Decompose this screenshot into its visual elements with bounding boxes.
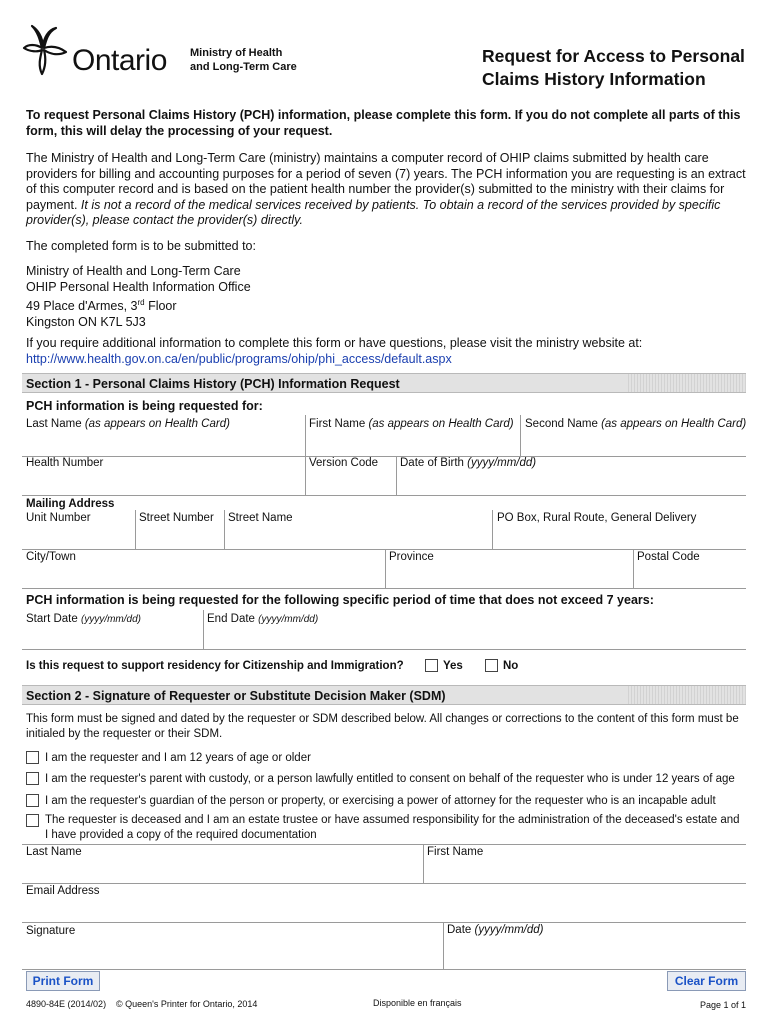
residency-question: Is this request to support residency for Citizenship and Immigration? (26, 660, 404, 672)
postal-code-field[interactable]: Postal Code (637, 551, 700, 563)
residency-yes-label: Yes (443, 660, 463, 672)
section1-header: Section 1 - Personal Claims History (PCH) Information Request (22, 373, 746, 393)
po-box-field[interactable]: PO Box, Rural Route, General Delivery (497, 512, 697, 524)
street-name-field[interactable]: Street Name (228, 512, 293, 524)
signature-date-field[interactable]: Date (yyyy/mm/dd) (447, 924, 544, 936)
submit-to-text: The completed form is to be submitted to: (26, 239, 256, 253)
residency-yes-checkbox[interactable] (425, 659, 438, 672)
email-field[interactable]: Email Address (26, 885, 100, 897)
unit-number-field[interactable]: Unit Number (26, 512, 91, 524)
copyright: © Queen's Printer for Ontario, 2014 (116, 999, 258, 1009)
signature-field[interactable]: Signature (26, 925, 76, 937)
guardian-option-checkbox[interactable] (26, 794, 39, 807)
section2-intro: This form must be signed and dated by the requester or SDM described below. All changes or corrections to the content of this form must be initialed by the requester or their SDM. (26, 713, 739, 740)
version-code-field[interactable]: Version Code (309, 457, 379, 469)
ministry-name: Ministry of Health and Long-Term Care (190, 47, 297, 73)
ontario-wordmark: Ontario (72, 44, 167, 77)
residency-no-label: No (503, 660, 519, 672)
requester-option-label: I am the requester and I am 12 years of age or older (45, 752, 311, 764)
french-availability: Disponible en français (373, 998, 462, 1008)
province-field[interactable]: Province (389, 551, 434, 563)
last-name-field[interactable]: Last Name (as appears on Health Card) (26, 418, 230, 430)
city-field[interactable]: City/Town (26, 551, 76, 563)
sdm-first-name-field[interactable]: First Name (427, 846, 484, 858)
start-date-field[interactable]: Start Date (yyyy/mm/dd) (26, 613, 141, 625)
section1-subhead: PCH information is being requested for: (26, 399, 263, 413)
print-form-button[interactable]: Print Form (26, 971, 100, 991)
period-subhead: PCH information is being requested for the following specific period of time that does not exceed 7 years: (26, 593, 654, 607)
form-title: Request for Access to Personal Claims History Information (482, 46, 745, 89)
form-id: 4890-84E (2014/02) (26, 999, 107, 1009)
requester-option-checkbox[interactable] (26, 751, 39, 764)
residency-no-checkbox[interactable] (485, 659, 498, 672)
intro-warning: To request Personal Claims History (PCH) information, please complete this form. If you do not complete all parts of this form, this will delay the processing of your request. (26, 108, 741, 138)
estate-option-label: The requester is deceased and I am an estate trustee or have assumed responsibility for the administration of the deceased's estate and I have provided a copy of the required documentation (45, 814, 740, 841)
parent-option-checkbox[interactable] (26, 772, 39, 785)
end-date-field[interactable]: End Date (yyyy/mm/dd) (207, 613, 319, 625)
sdm-last-name-field[interactable]: Last Name (26, 846, 82, 858)
clear-form-button[interactable]: Clear Form (667, 971, 746, 991)
ministry-website-link[interactable]: http://www.health.gov.on.ca/en/public/programs/ohip/phi_access/default.aspx (26, 351, 452, 366)
mailing-address-label: Mailing Address (26, 498, 115, 510)
parent-option-label: I am the requester's parent with custody, or a person lawfully entitled to consent on behalf of the requester who is under 12 years of age (45, 773, 735, 785)
intro-description: The Ministry of Health and Long-Term Care (ministry) maintains a computer record of OHIP claims submitted by health care providers for billing and accounting purposes for a period of seven (7) years. The PCH information you are requesting is an extract of this computer record and is based on the patient health number the provider(s) submitted to the ministry with their claims for payment. It is not a record of the medical services received by patients. To obtain a record of the services provided by specific provider(s), please contact the provider(s) directly. (26, 151, 746, 227)
website-info: If you require additional information to complete this form or have questions, please visit the ministry website at: http://www.health.gov.on.ca/en/public/programs/ohip/phi_access/default.aspx (26, 336, 746, 367)
date-of-birth-field[interactable]: Date of Birth (yyyy/mm/dd) (400, 457, 537, 469)
estate-option-checkbox[interactable] (26, 814, 39, 827)
section2-header: Section 2 - Signature of Requester or Substitute Decision Maker (SDM) (22, 685, 746, 705)
page-number: Page 1 of 1 (700, 1000, 747, 1010)
trillium-icon (22, 22, 74, 78)
mailing-address-block: Ministry of Health and Long-Term Care OHIP Personal Health Information Office 49 Place d'Armes, 3rd Floor Kingston ON K7L 5J3 (26, 264, 251, 329)
guardian-option-label: I am the requester's guardian of the person or property, or exercising a power of attorney for the requester who is an incapable adult (45, 795, 716, 807)
health-number-field[interactable]: Health Number (26, 457, 104, 469)
first-name-field[interactable]: First Name (as appears on Health Card) (309, 418, 514, 430)
street-number-field[interactable]: Street Number (139, 512, 214, 524)
second-name-field[interactable]: Second Name (as appears on Health Card) (525, 418, 747, 430)
